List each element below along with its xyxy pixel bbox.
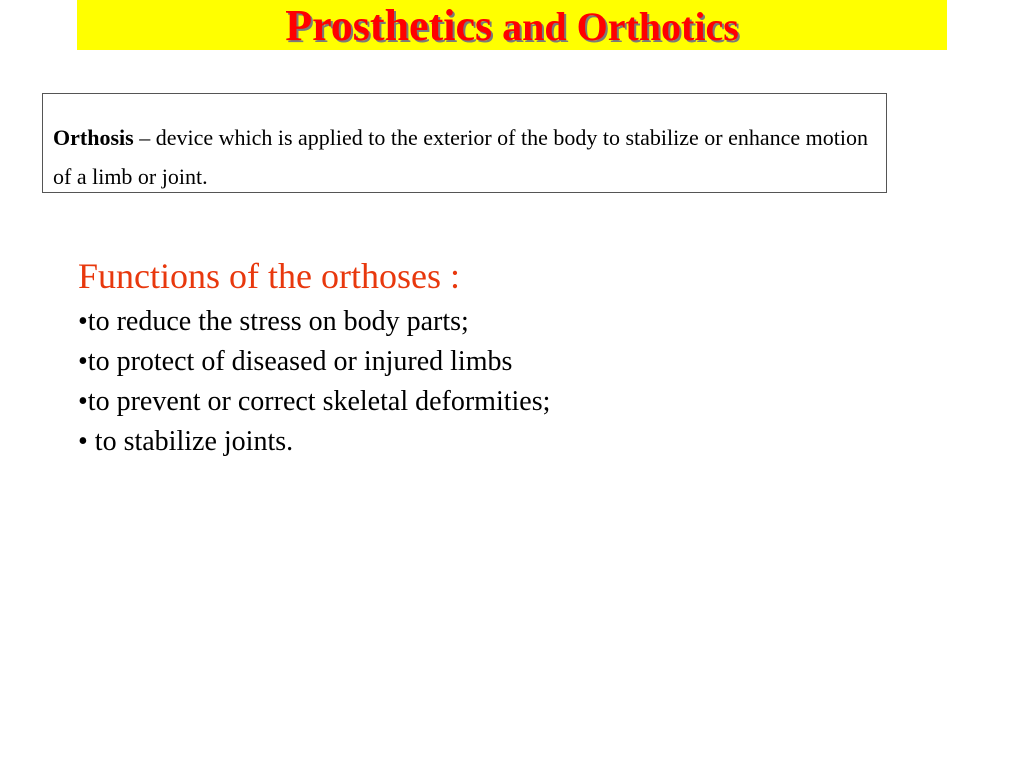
definition-body: – device which is applied to the exterior of the body to stabilize or enhance motion of a limb or joint. — [53, 125, 869, 189]
title-bar — [77, 0, 947, 50]
definition-box — [42, 93, 887, 193]
definition-term: Orthosis — [53, 125, 134, 150]
slide-title-main: Prosthetics — [285, 1, 493, 50]
list-item: •to reduce the stress on body parts; — [78, 306, 469, 337]
slide-title-rest: and Orthotics — [492, 4, 739, 49]
list-item: •to protect of diseased or injured limbs — [78, 346, 513, 377]
list-item: • to stabilize joints. — [78, 426, 294, 457]
slide-title — [285, 0, 739, 53]
functions-section — [78, 250, 978, 462]
definition-text — [53, 118, 876, 196]
functions-heading: Functions of the orthoses : — [78, 256, 460, 296]
list-item: •to prevent or correct skeletal deformities; — [78, 386, 551, 417]
functions-list — [78, 302, 978, 462]
